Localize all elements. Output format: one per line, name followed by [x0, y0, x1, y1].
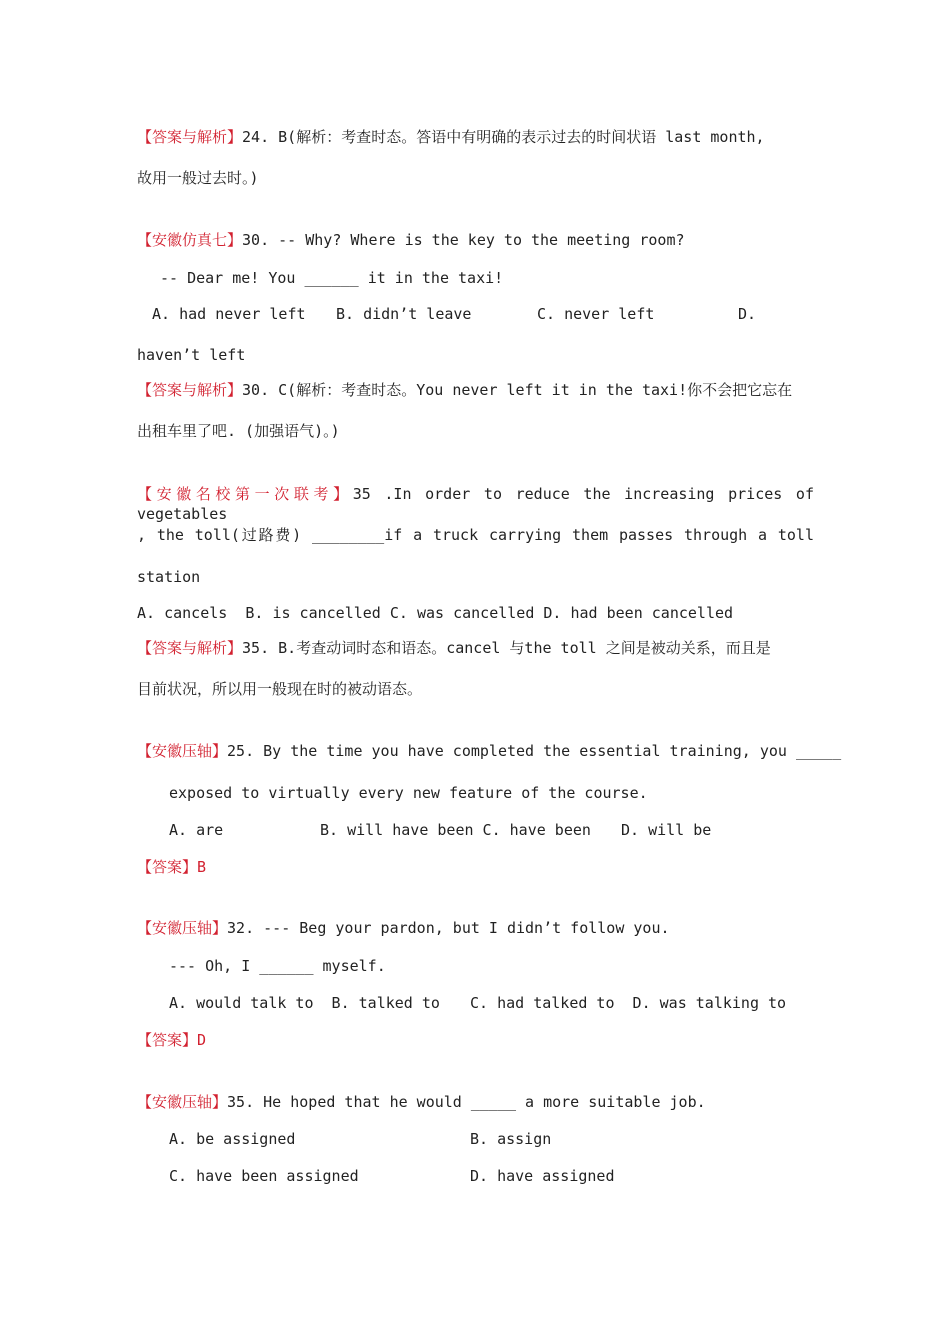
option-b: B. assign: [470, 1130, 552, 1148]
source-tag: 【安徽压轴】: [137, 1093, 228, 1111]
option-a: A. had never left: [152, 305, 306, 323]
question-line: [137, 230, 685, 250]
answer-analysis-line: [137, 127, 765, 147]
option-c: C. never left: [537, 305, 655, 323]
option-c-d: C. had talked to D. was talking to: [470, 994, 787, 1012]
question-text: -- Dear me! You ______ it in the taxi!: [160, 269, 504, 287]
analysis-text: 故用一般过去时。): [137, 169, 259, 187]
question-line: [137, 741, 841, 761]
analysis-text: 出租车里了吧. (加强语气)。): [137, 422, 340, 440]
analysis-text: 35. B.考查动词时态和语态。cancel 与the toll 之间是被动关系，而且是: [242, 639, 771, 657]
option-a: A. are: [169, 821, 224, 839]
option-d: D. have assigned: [470, 1167, 615, 1185]
question-text: --- Oh, I ______ myself.: [169, 957, 386, 975]
source-tag: 【安徽仿真七】: [137, 231, 243, 249]
analysis-text: 30. C(解析：考查时态。You never left it in the taxi!你不会把它忘在: [242, 381, 793, 399]
question-text: station: [137, 568, 201, 586]
question-text: 35. He hoped that he would _____ a more suitable job.: [227, 1093, 706, 1111]
option-a: A. be assigned: [169, 1130, 296, 1148]
analysis-text: 24. B(解析：考查时态。答语中有明确的表示过去的时间状语 last month,: [242, 128, 765, 146]
option-d: D. will be: [621, 821, 712, 839]
question-line: [137, 484, 814, 524]
option-d-text: haven’t left: [137, 346, 246, 364]
question-text: 35 .In order to reduce the increasing prices of vegetables: [137, 485, 814, 523]
answer-tag: 【答案与解析】: [137, 128, 243, 146]
answer-line: 【答案】D: [137, 1031, 207, 1049]
option-b: B. will have been C. have been: [320, 821, 591, 839]
options-line: A. cancels B. is cancelled C. was cancelled D. had been cancelled: [137, 604, 734, 622]
question-text: 25. By the time you have completed the essential training, you _____: [227, 742, 842, 760]
option-b: B. didn’t leave: [336, 305, 472, 323]
question-line: [137, 1092, 706, 1112]
option-c: C. have been assigned: [169, 1167, 359, 1185]
answer-analysis-line: [137, 638, 771, 658]
source-tag: 【安徽名校第一次联考】: [137, 485, 353, 503]
answer-tag: 【答案与解析】: [137, 639, 243, 657]
question-text: 30. -- Why? Where is the key to the meeting room?: [242, 231, 685, 249]
answer-tag: 【答案与解析】: [137, 381, 243, 399]
question-text: exposed to virtually every new feature of the course.: [169, 784, 648, 802]
question-text: 32. --- Beg your pardon, but I didn’t follow you.: [227, 919, 670, 937]
option-a-b: A. would talk to B. talked to: [169, 994, 440, 1012]
analysis-text: 目前状况，所以用一般现在时的被动语态。: [137, 680, 423, 698]
answer-analysis-line: [137, 380, 792, 400]
source-tag: 【安徽压轴】: [137, 919, 228, 937]
option-d: D.: [738, 305, 757, 323]
answer-line: 【答案】B: [137, 858, 207, 876]
question-line: [137, 918, 670, 938]
source-tag: 【安徽压轴】: [137, 742, 228, 760]
question-text: , the toll(过路费) ________if a truck carrying them passes through a toll: [137, 526, 814, 544]
